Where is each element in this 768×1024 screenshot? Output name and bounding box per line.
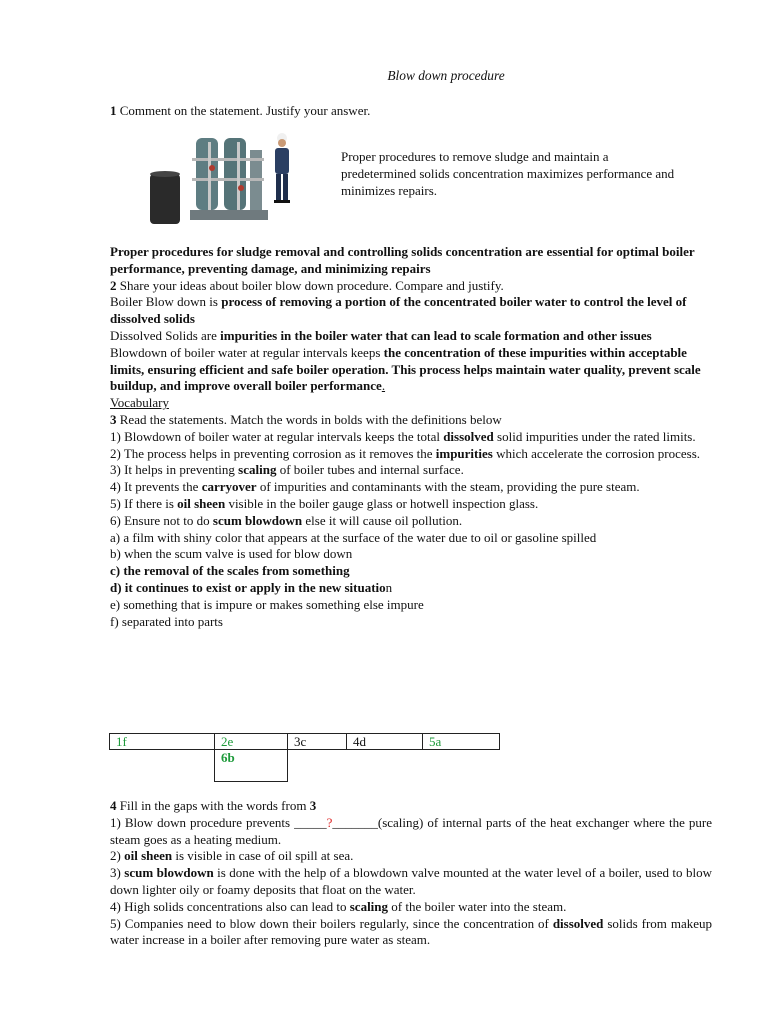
boiler-illustration [142, 128, 302, 226]
empty-cell [423, 750, 500, 782]
fill-gap-1: 1) Blow down procedure prevents _____?_______(scaling) of internal parts of the heat exchanger where the pure steam goes as a heating medium. [110, 814, 712, 847]
definition-b: b) when the scum valve is used for blow down [110, 546, 353, 562]
question-2-prompt: 2 Share your ideas about boiler blow down procedure. Compare and justify. [110, 277, 504, 293]
answer-cell-3: 3c [288, 734, 347, 750]
table-row [110, 734, 500, 750]
answer-cell-6: 6b [215, 750, 288, 782]
answer-cell-1: 1f [110, 734, 215, 750]
page-title: Blow down procedure [387, 68, 505, 83]
empty-cell [110, 750, 215, 782]
fill-gap-4: 4) High solids concentrations also can lead to scaling of the boiler water into the steam. [110, 898, 567, 914]
worksheet-body [110, 244, 712, 630]
question-1-number: 1 [110, 103, 117, 118]
answer-cell-5: 5a [423, 734, 500, 750]
vocabulary-heading: Vocabulary [110, 395, 169, 411]
question-1-prompt: 1 Comment on the statement. Justify your answer. [110, 103, 371, 118]
answer-cell-2: 2e [215, 734, 288, 750]
fill-gap-3: 3) scum blowdown is done with the help of a blowdown valve mounted at the water level of a boiler, used to blow down lighter oily or foamy deposits that float on the water. [110, 865, 712, 897]
definition-boiler-blowdown: Boiler Blow down is process of removing a portion of the concentrated boiler water to control the level of dissolved solids [110, 294, 687, 327]
definition-a: a) a film with shiny color that appears at the surface of the water due to oil or gasoline spilled [110, 529, 597, 545]
answer-cell-4: 4d [347, 734, 423, 750]
table-row [110, 750, 500, 782]
statement-2: 2) The process helps in preventing corrosion as it removes the impurities which accelerate the corrosion process. [110, 445, 701, 461]
definition-c: c) the removal of the scales from something [110, 563, 350, 579]
definition-d: d) it continues to exist or apply in the new situation [110, 579, 393, 595]
statement-5: 5) If there is oil sheen visible in the boiler gauge glass or hotwell inspection glass. [110, 495, 539, 511]
fill-gap-5: 5) Companies need to blow down their boilers regularly, since the concentration of dissolved solids from makeup water increase in a boiler after removing pure water as steam. [110, 915, 712, 948]
question-4-section [110, 798, 712, 949]
question-3-prompt: 3 Read the statements. Match the words in bolds with the definitions below [110, 411, 502, 427]
empty-cell [288, 750, 347, 782]
answer-1: Proper procedures for sludge removal and controlling solids concentration are essential for optimal boiler performance, preventing damage, and minimizing repairs [110, 244, 695, 276]
question-4-prompt: 4 Fill in the gaps with the words from 3 [110, 798, 317, 813]
fill-gap-2: 2) oil sheen is visible in case of oil spill at sea. [110, 848, 354, 864]
definition-e: e) something that is impure or makes something else impure [110, 596, 424, 612]
answer-table [109, 733, 500, 782]
statement-1: 1) Blowdown of boiler water at regular intervals keeps the total dissolved solid impurities under the rated limits. [110, 428, 696, 444]
definition-f: f) separated into parts [110, 613, 223, 629]
definition-dissolved-solids: Dissolved Solids are impurities in the boiler water that can lead to scale formation and other issues [110, 327, 652, 343]
empty-cell [347, 750, 423, 782]
statement-6: 6) Ensure not to do scum blowdown else it will cause oil pollution. [110, 512, 463, 528]
statement-3: 3) It helps in preventing scaling of boiler tubes and internal surface. [110, 462, 464, 478]
quoted-statement: Proper procedures to remove sludge and maintain a predetermined solids concentration maximizes performance and minimizes repairs. [341, 149, 675, 198]
statement-4: 4) It prevents the carryover of impurities and contaminants with the steam, providing the pure steam. [110, 479, 640, 495]
blowdown-explanation: Blowdown of boiler water at regular intervals keeps the concentration of these impurities within acceptable limits, ensuring efficient and safe boiler operation. This process helps maintain water quality, prevent scale buildup, and improve overall boiler performance. [110, 344, 701, 394]
